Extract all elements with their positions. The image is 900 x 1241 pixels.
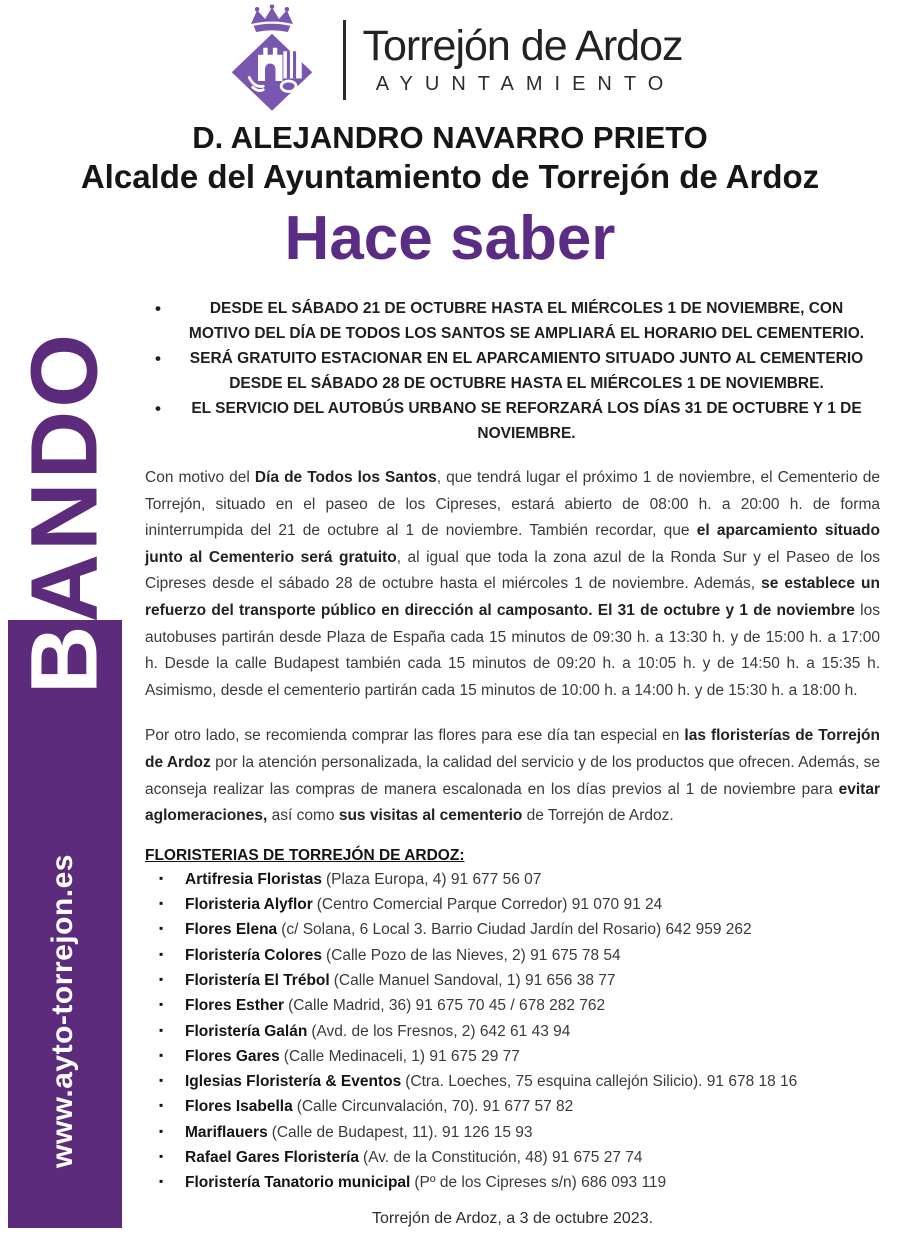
notice-bullet-item xyxy=(145,396,880,446)
logo-text xyxy=(362,24,682,95)
florist-list xyxy=(145,867,880,1196)
florist-details: (Pº de los Cipreses s/n) 686 093 119 xyxy=(414,1174,667,1192)
florist-details: (Centro Comercial Parque Corredor) 91 070 91 24 xyxy=(316,896,663,914)
florist-details: (Ctra. Loeches, 75 esquina callejón Silicio). 91 678 18 16 xyxy=(405,1073,798,1091)
bando-letter-b: B xyxy=(11,622,118,695)
bando-vertical-label xyxy=(8,303,123,723)
torrejon-coat-of-arms-icon xyxy=(217,4,327,116)
sidebar-website-link[interactable]: www.ayto-torrejon.es xyxy=(46,854,79,1168)
florist-name: Flores Elena xyxy=(185,921,278,939)
paragraph-florists-advice xyxy=(145,723,880,829)
text-segment-bold: Día de Todos los Santos xyxy=(254,469,437,486)
text-segment: de Torrejón de Ardoz. xyxy=(522,807,674,825)
text-segment-bold: el aparcamiento situado junto al Cementerio será gratuito xyxy=(145,522,880,566)
square-bullet-icon: ▪ xyxy=(159,921,164,936)
city-logo xyxy=(0,4,900,116)
square-bullet-icon: ▪ xyxy=(159,870,164,885)
square-bullet-icon: ▪ xyxy=(159,896,164,911)
bando-letters-ando: ANDO xyxy=(11,330,118,623)
mayor-title: Alcalde del Ayuntamiento de Torrejón de Ardoz xyxy=(80,158,820,195)
notice-text: EL SERVICIO DEL AUTOBÚS URBANO SE REFORZARÁ LOS DÍAS 31 DE OCTUBRE Y 1 DE NOVIEMBRE. xyxy=(191,400,862,442)
dot-bullet-icon: • xyxy=(155,349,161,368)
paragraph-cemetery-info xyxy=(145,465,880,704)
text-segment: , que tendrá lugar el próximo 1 de noviembre, el Cementerio de Torrejón, situado en el paseo de los Cipreses, estará abierto de 08:00 h. a 20:00 h. de forma ininterrumpida del 21 de octubre al 1 de noviembre. También recordar, que xyxy=(145,469,880,540)
florist-details: (Avd. de los Fresnos, 2) 642 61 43 94 xyxy=(311,1022,571,1040)
florist-details: (Calle Medinaceli, 1) 91 675 29 77 xyxy=(283,1047,520,1065)
florist-name: Floristería Galán xyxy=(185,1022,308,1040)
text-segment: así como xyxy=(267,807,339,825)
florist-details: (Calle Madrid, 36) 91 675 70 45 / 678 282 762 xyxy=(288,997,606,1015)
text-segment-bold: evitar aglomeraciones, xyxy=(145,780,880,825)
florists-heading: FLORISTERIAS DE TORREJÓN DE ARDOZ: xyxy=(145,846,465,864)
florist-name: Floristería El Trébol xyxy=(185,971,330,989)
text-segment-bold: sus visitas al cementerio xyxy=(338,807,523,825)
florist-details: (Calle de Budapest, 11). 91 126 15 93 xyxy=(271,1123,533,1141)
text-segment: por la atención personalizada, la calidad del servicio y de los productos que ofrecen. Además, se aconseja realizar las compras de manera escalonada en los días previos al 1 de noviembre para xyxy=(145,753,881,798)
square-bullet-icon: ▪ xyxy=(159,1098,164,1113)
text-segment-bold: las floristerías de Torrejón de Ardoz xyxy=(145,727,880,771)
logo-title: Torrejón de Ardoz xyxy=(362,22,683,71)
florist-name: Flores Isabella xyxy=(185,1098,293,1116)
notice-text: SERÁ GRATUITO ESTACIONAR EN EL APARCAMIENTO SITUADO JUNTO AL CEMENTERIO DESDE EL SÁBADO 28 DE OCTUBRE HASTA EL MIÉRCOLES 1 DE NOVIEMBRE. xyxy=(189,350,864,392)
florist-name: Mariflauers xyxy=(185,1123,268,1141)
florist-name: Floristería Tanatorio municipal xyxy=(185,1174,411,1192)
text-segment: Por otro lado, se recomienda comprar las flores para ese día tan especial en xyxy=(145,727,685,745)
florist-details: (c/ Solana, 6 Local 3. Barrio Ciudad Jardín del Rosario) 642 959 262 xyxy=(281,921,752,939)
text-segment: , al igual que toda la zona azul de la Ronda Sur y el Paseo de los Cipreses desde el sábado 28 de octubre hasta el miércoles 1 de noviembre. Además, xyxy=(145,548,880,593)
text-segment: Con motivo del xyxy=(145,469,255,486)
florist-details: (Calle Pozo de las Nieves, 2) 91 675 78 54 xyxy=(325,946,621,964)
notice-list xyxy=(145,296,880,446)
dot-bullet-icon: • xyxy=(155,299,161,318)
florist-item xyxy=(145,867,880,892)
square-bullet-icon: ▪ xyxy=(159,1022,164,1037)
florist-details: (Av. de la Constitución, 48) 91 675 27 74 xyxy=(363,1148,643,1166)
notice-text: DESDE EL SÁBADO 21 DE OCTUBRE HASTA EL MIÉRCOLES 1 DE NOVIEMBRE, CON MOTIVO DEL DÍA DE TODOS LOS SANTOS SE AMPLIARÁ EL HORARIO DEL CEMENTERIO. xyxy=(188,300,865,342)
florist-item xyxy=(145,1170,880,1195)
florist-item xyxy=(145,993,880,1018)
florist-name: Iglesias Floristería & Eventos xyxy=(185,1073,402,1091)
square-bullet-icon: ▪ xyxy=(159,1174,164,1189)
florist-item xyxy=(145,1044,880,1069)
notice-bullet-item xyxy=(145,346,880,396)
florist-item xyxy=(145,892,880,917)
florist-name: Flores Gares xyxy=(185,1047,280,1065)
florist-item xyxy=(145,1120,880,1145)
florist-item xyxy=(145,1019,880,1044)
florist-item xyxy=(145,1069,880,1094)
text-segment-bold: se establece un refuerzo del transporte público en dirección al camposanto. El 31 de octubre y 1 de noviembre xyxy=(145,575,880,619)
florist-details: (Plaza Europa, 4) 91 677 56 07 xyxy=(325,870,542,888)
florist-item xyxy=(145,968,880,993)
florist-details: (Calle Manuel Sandoval, 1) 91 656 38 77 xyxy=(333,971,616,989)
notice-bullet-item xyxy=(145,296,880,346)
logo-subtitle: AYUNTAMIENTO xyxy=(375,72,676,95)
florist-name: Flores Esther xyxy=(185,997,285,1015)
florist-details: (Calle Circunvalación, 70). 91 677 57 82 xyxy=(296,1098,574,1116)
proclamation-title: Hace saber xyxy=(284,204,616,273)
content-column xyxy=(145,296,880,1241)
square-bullet-icon: ▪ xyxy=(159,1073,164,1088)
square-bullet-icon: ▪ xyxy=(159,946,164,961)
florist-item xyxy=(145,1145,880,1170)
square-bullet-icon: ▪ xyxy=(159,971,164,986)
florist-item xyxy=(145,943,880,968)
florist-name: Rafael Gares Floristería xyxy=(185,1148,360,1166)
mayor-name: D. ALEJANDRO NAVARRO PRIETO xyxy=(192,120,708,155)
square-bullet-icon: ▪ xyxy=(159,1123,164,1138)
florist-name: Floristería Colores xyxy=(185,946,322,964)
florist-name: Floristeria Alyflor xyxy=(185,896,313,914)
florist-item xyxy=(145,1094,880,1119)
text-segment: los autobuses partirán desde Plaza de España cada 15 minutos de 09:30 h. a 13:30 h. y de 15:00 h. a 17:00 h. Desde la calle Budapest también cada 15 minutos de 09:20 h. a 10:05 h. y de 14:50 h. a 15:35 h. Asimismo, desde el cementerio partirán cada 15 minutos de 10:00 h. a 14:00 h. y de 15:30 h. a 18:00 h. xyxy=(145,601,880,699)
square-bullet-icon: ▪ xyxy=(159,1047,164,1062)
date-line: Torrejón de Ardoz, a 3 de octubre 2023. xyxy=(371,1209,654,1227)
florist-name: Artifresia Floristas xyxy=(185,870,322,888)
square-bullet-icon: ▪ xyxy=(159,997,164,1012)
square-bullet-icon: ▪ xyxy=(159,1148,164,1163)
logo-divider xyxy=(343,20,346,100)
florist-item xyxy=(145,917,880,942)
dot-bullet-icon: • xyxy=(155,399,161,418)
